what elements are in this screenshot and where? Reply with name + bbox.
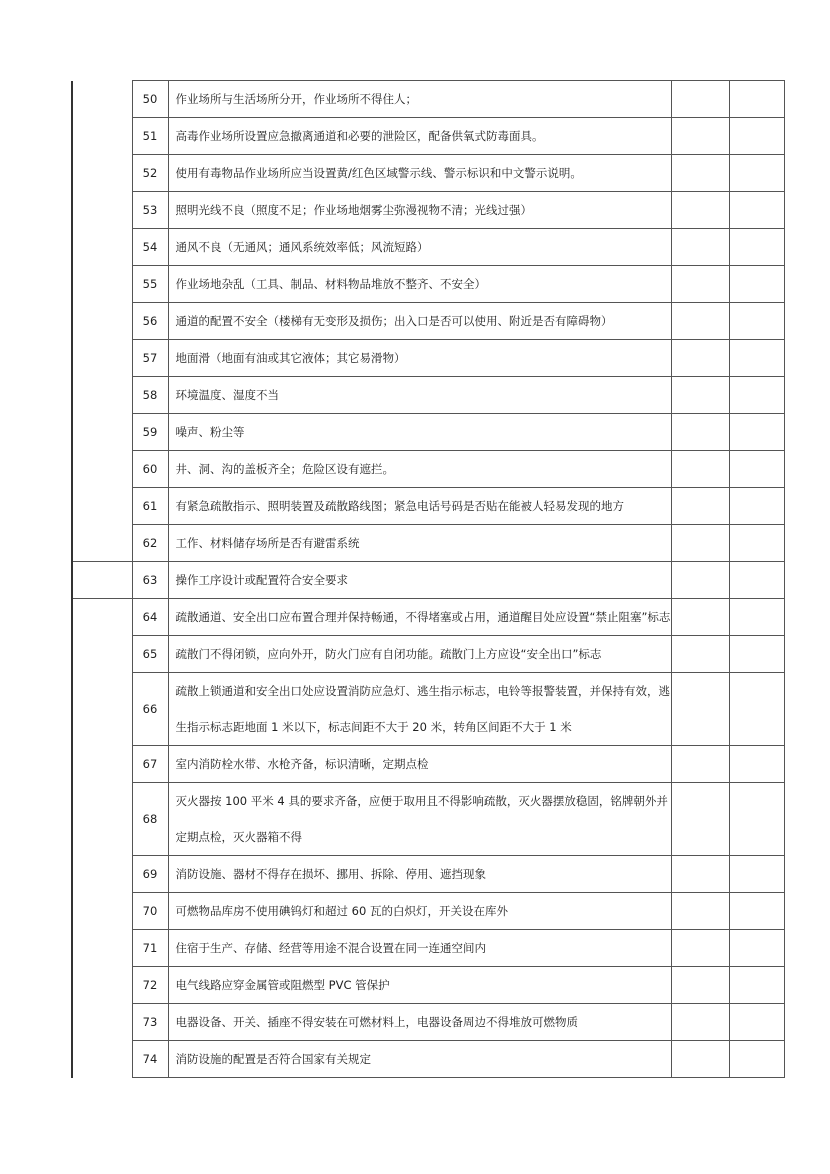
item-description: 室内消防栓水带、水枪齐备，标识清晰，定期点检 (168, 746, 671, 783)
check-cell[interactable] (671, 118, 729, 155)
item-description: 作业场地杂乱（工具、制品、材料物品堆放不整齐、不安全） (168, 266, 671, 303)
item-description: 使用有毒物品作业场所应当设置黄/红色区域警示线、警示标识和中文警示说明。 (168, 155, 671, 192)
table-row (72, 488, 784, 525)
table-row (72, 414, 784, 451)
item-description: 疏散上锁通道和安全出口处应设置消防应急灯、逃生指示标志，电铃等报警装置，并保持有效，逃生指示标志距地面 1 米以下，标志间距不大于 20 米，转角区间距不大于 1 米 (168, 673, 671, 746)
remark-cell[interactable] (729, 155, 784, 192)
table-row (72, 967, 784, 1004)
item-description: 地面滑（地面有油或其它液体；其它易滑物） (168, 340, 671, 377)
remark-cell[interactable] (729, 377, 784, 414)
table-row (72, 451, 784, 488)
check-cell[interactable] (671, 673, 729, 746)
item-number: 51 (132, 118, 168, 155)
item-number: 64 (132, 599, 168, 636)
item-description: 有紧急疏散指示、照明装置及疏散路线图；紧急电话号码是否贴在能被人轻易发现的地方 (168, 488, 671, 525)
item-description: 通风不良（无通风；通风系统效率低；风流短路） (168, 229, 671, 266)
check-cell[interactable] (671, 451, 729, 488)
remark-cell[interactable] (729, 893, 784, 930)
table-row (72, 636, 784, 673)
check-cell[interactable] (671, 155, 729, 192)
table-row (72, 746, 784, 783)
remark-cell[interactable] (729, 229, 784, 266)
table-row (72, 673, 784, 746)
item-description: 照明光线不良（照度不足；作业场地烟雾尘弥漫视物不清；光线过强） (168, 192, 671, 229)
remark-cell[interactable] (729, 599, 784, 636)
item-description: 消防设施的配置是否符合国家有关规定 (168, 1041, 671, 1078)
category-cell (72, 599, 132, 1078)
check-cell[interactable] (671, 266, 729, 303)
item-description: 噪声、粉尘等 (168, 414, 671, 451)
item-number: 66 (132, 673, 168, 746)
remark-cell[interactable] (729, 414, 784, 451)
item-number: 67 (132, 746, 168, 783)
remark-cell[interactable] (729, 783, 784, 856)
table-row (72, 783, 784, 856)
check-cell[interactable] (671, 967, 729, 1004)
item-number: 63 (132, 562, 168, 599)
check-cell[interactable] (671, 930, 729, 967)
item-number: 69 (132, 856, 168, 893)
item-description: 电器设备、开关、插座不得安装在可燃材料上，电器设备周边不得堆放可燃物质 (168, 1004, 671, 1041)
table-row (72, 266, 784, 303)
remark-cell[interactable] (729, 746, 784, 783)
item-number: 56 (132, 303, 168, 340)
check-cell[interactable] (671, 856, 729, 893)
check-cell[interactable] (671, 783, 729, 856)
table-row (72, 118, 784, 155)
table-row (72, 192, 784, 229)
remark-cell[interactable] (729, 303, 784, 340)
remark-cell[interactable] (729, 930, 784, 967)
check-cell[interactable] (671, 893, 729, 930)
item-description: 高毒作业场所设置应急撤离通道和必要的泄险区，配备供氧式防毒面具。 (168, 118, 671, 155)
item-number: 58 (132, 377, 168, 414)
remark-cell[interactable] (729, 967, 784, 1004)
remark-cell[interactable] (729, 488, 784, 525)
check-cell[interactable] (671, 414, 729, 451)
item-description: 作业场所与生活场所分开，作业场所不得住人； (168, 81, 671, 118)
item-description: 疏散门不得闭锁，应向外开，防火门应有自闭功能。疏散门上方应设“安全出口”标志 (168, 636, 671, 673)
remark-cell[interactable] (729, 856, 784, 893)
item-description: 工作、材料储存场所是否有避雷系统 (168, 525, 671, 562)
table-row (72, 303, 784, 340)
remark-cell[interactable] (729, 636, 784, 673)
check-cell[interactable] (671, 488, 729, 525)
remark-cell[interactable] (729, 451, 784, 488)
item-description: 通道的配置不安全（楼梯有无变形及损伤；出入口是否可以使用、附近是否有障碍物） (168, 303, 671, 340)
table-row (72, 229, 784, 266)
table-row (72, 893, 784, 930)
category-cell (72, 562, 132, 599)
item-number: 52 (132, 155, 168, 192)
remark-cell[interactable] (729, 1041, 784, 1078)
check-cell[interactable] (671, 746, 729, 783)
table-row (72, 930, 784, 967)
item-number: 73 (132, 1004, 168, 1041)
item-number: 57 (132, 340, 168, 377)
table-row (72, 377, 784, 414)
item-number: 60 (132, 451, 168, 488)
table-row (72, 525, 784, 562)
check-cell[interactable] (671, 562, 729, 599)
check-cell[interactable] (671, 340, 729, 377)
check-cell[interactable] (671, 525, 729, 562)
check-cell[interactable] (671, 303, 729, 340)
check-cell[interactable] (671, 636, 729, 673)
item-number: 50 (132, 81, 168, 118)
item-number: 71 (132, 930, 168, 967)
check-cell[interactable] (671, 377, 729, 414)
item-number: 65 (132, 636, 168, 673)
remark-cell[interactable] (729, 192, 784, 229)
table-row (72, 599, 784, 636)
item-description: 疏散通道、安全出口应布置合理并保持畅通，不得堵塞或占用，通道醒目处应设置“禁止阻塞”标志 (168, 599, 671, 636)
remark-cell[interactable] (729, 562, 784, 599)
remark-cell[interactable] (729, 673, 784, 746)
item-number: 61 (132, 488, 168, 525)
item-number: 55 (132, 266, 168, 303)
item-description: 操作工序设计或配置符合安全要求 (168, 562, 671, 599)
category-cell (72, 81, 132, 562)
remark-cell[interactable] (729, 1004, 784, 1041)
check-cell[interactable] (671, 229, 729, 266)
item-number: 70 (132, 893, 168, 930)
item-description: 灭火器按 100 平米 4 具的要求齐备，应便于取用且不得影响疏散，灭火器摆放稳固，铭牌朝外并定期点检，灭火器箱不得 (168, 783, 671, 856)
table-row (72, 155, 784, 192)
check-cell[interactable] (671, 599, 729, 636)
table-row (72, 562, 784, 599)
item-number: 74 (132, 1041, 168, 1078)
safety-checklist-table (71, 80, 785, 1078)
remark-cell[interactable] (729, 118, 784, 155)
remark-cell[interactable] (729, 266, 784, 303)
remark-cell[interactable] (729, 525, 784, 562)
check-cell[interactable] (671, 1041, 729, 1078)
item-number: 53 (132, 192, 168, 229)
table-row (72, 1004, 784, 1041)
item-description: 住宿于生产、存储、经营等用途不混合设置在同一连通空间内 (168, 930, 671, 967)
item-description: 井、洞、沟的盖板齐全；危险区设有遮拦。 (168, 451, 671, 488)
item-number: 59 (132, 414, 168, 451)
item-number: 72 (132, 967, 168, 1004)
item-number: 62 (132, 525, 168, 562)
remark-cell[interactable] (729, 81, 784, 118)
table-row (72, 81, 784, 118)
table-row (72, 1041, 784, 1078)
table-row (72, 340, 784, 377)
item-number: 54 (132, 229, 168, 266)
remark-cell[interactable] (729, 340, 784, 377)
item-description: 可燃物品库房不使用碘钨灯和超过 60 瓦的白炽灯，开关设在库外 (168, 893, 671, 930)
item-number: 68 (132, 783, 168, 856)
item-description: 电气线路应穿金属管或阻燃型 PVC 管保护 (168, 967, 671, 1004)
item-description: 消防设施、器材不得存在损坏、挪用、拆除、停用、遮挡现象 (168, 856, 671, 893)
check-cell[interactable] (671, 81, 729, 118)
item-description: 环境温度、湿度不当 (168, 377, 671, 414)
table-row (72, 856, 784, 893)
check-cell[interactable] (671, 1004, 729, 1041)
check-cell[interactable] (671, 192, 729, 229)
